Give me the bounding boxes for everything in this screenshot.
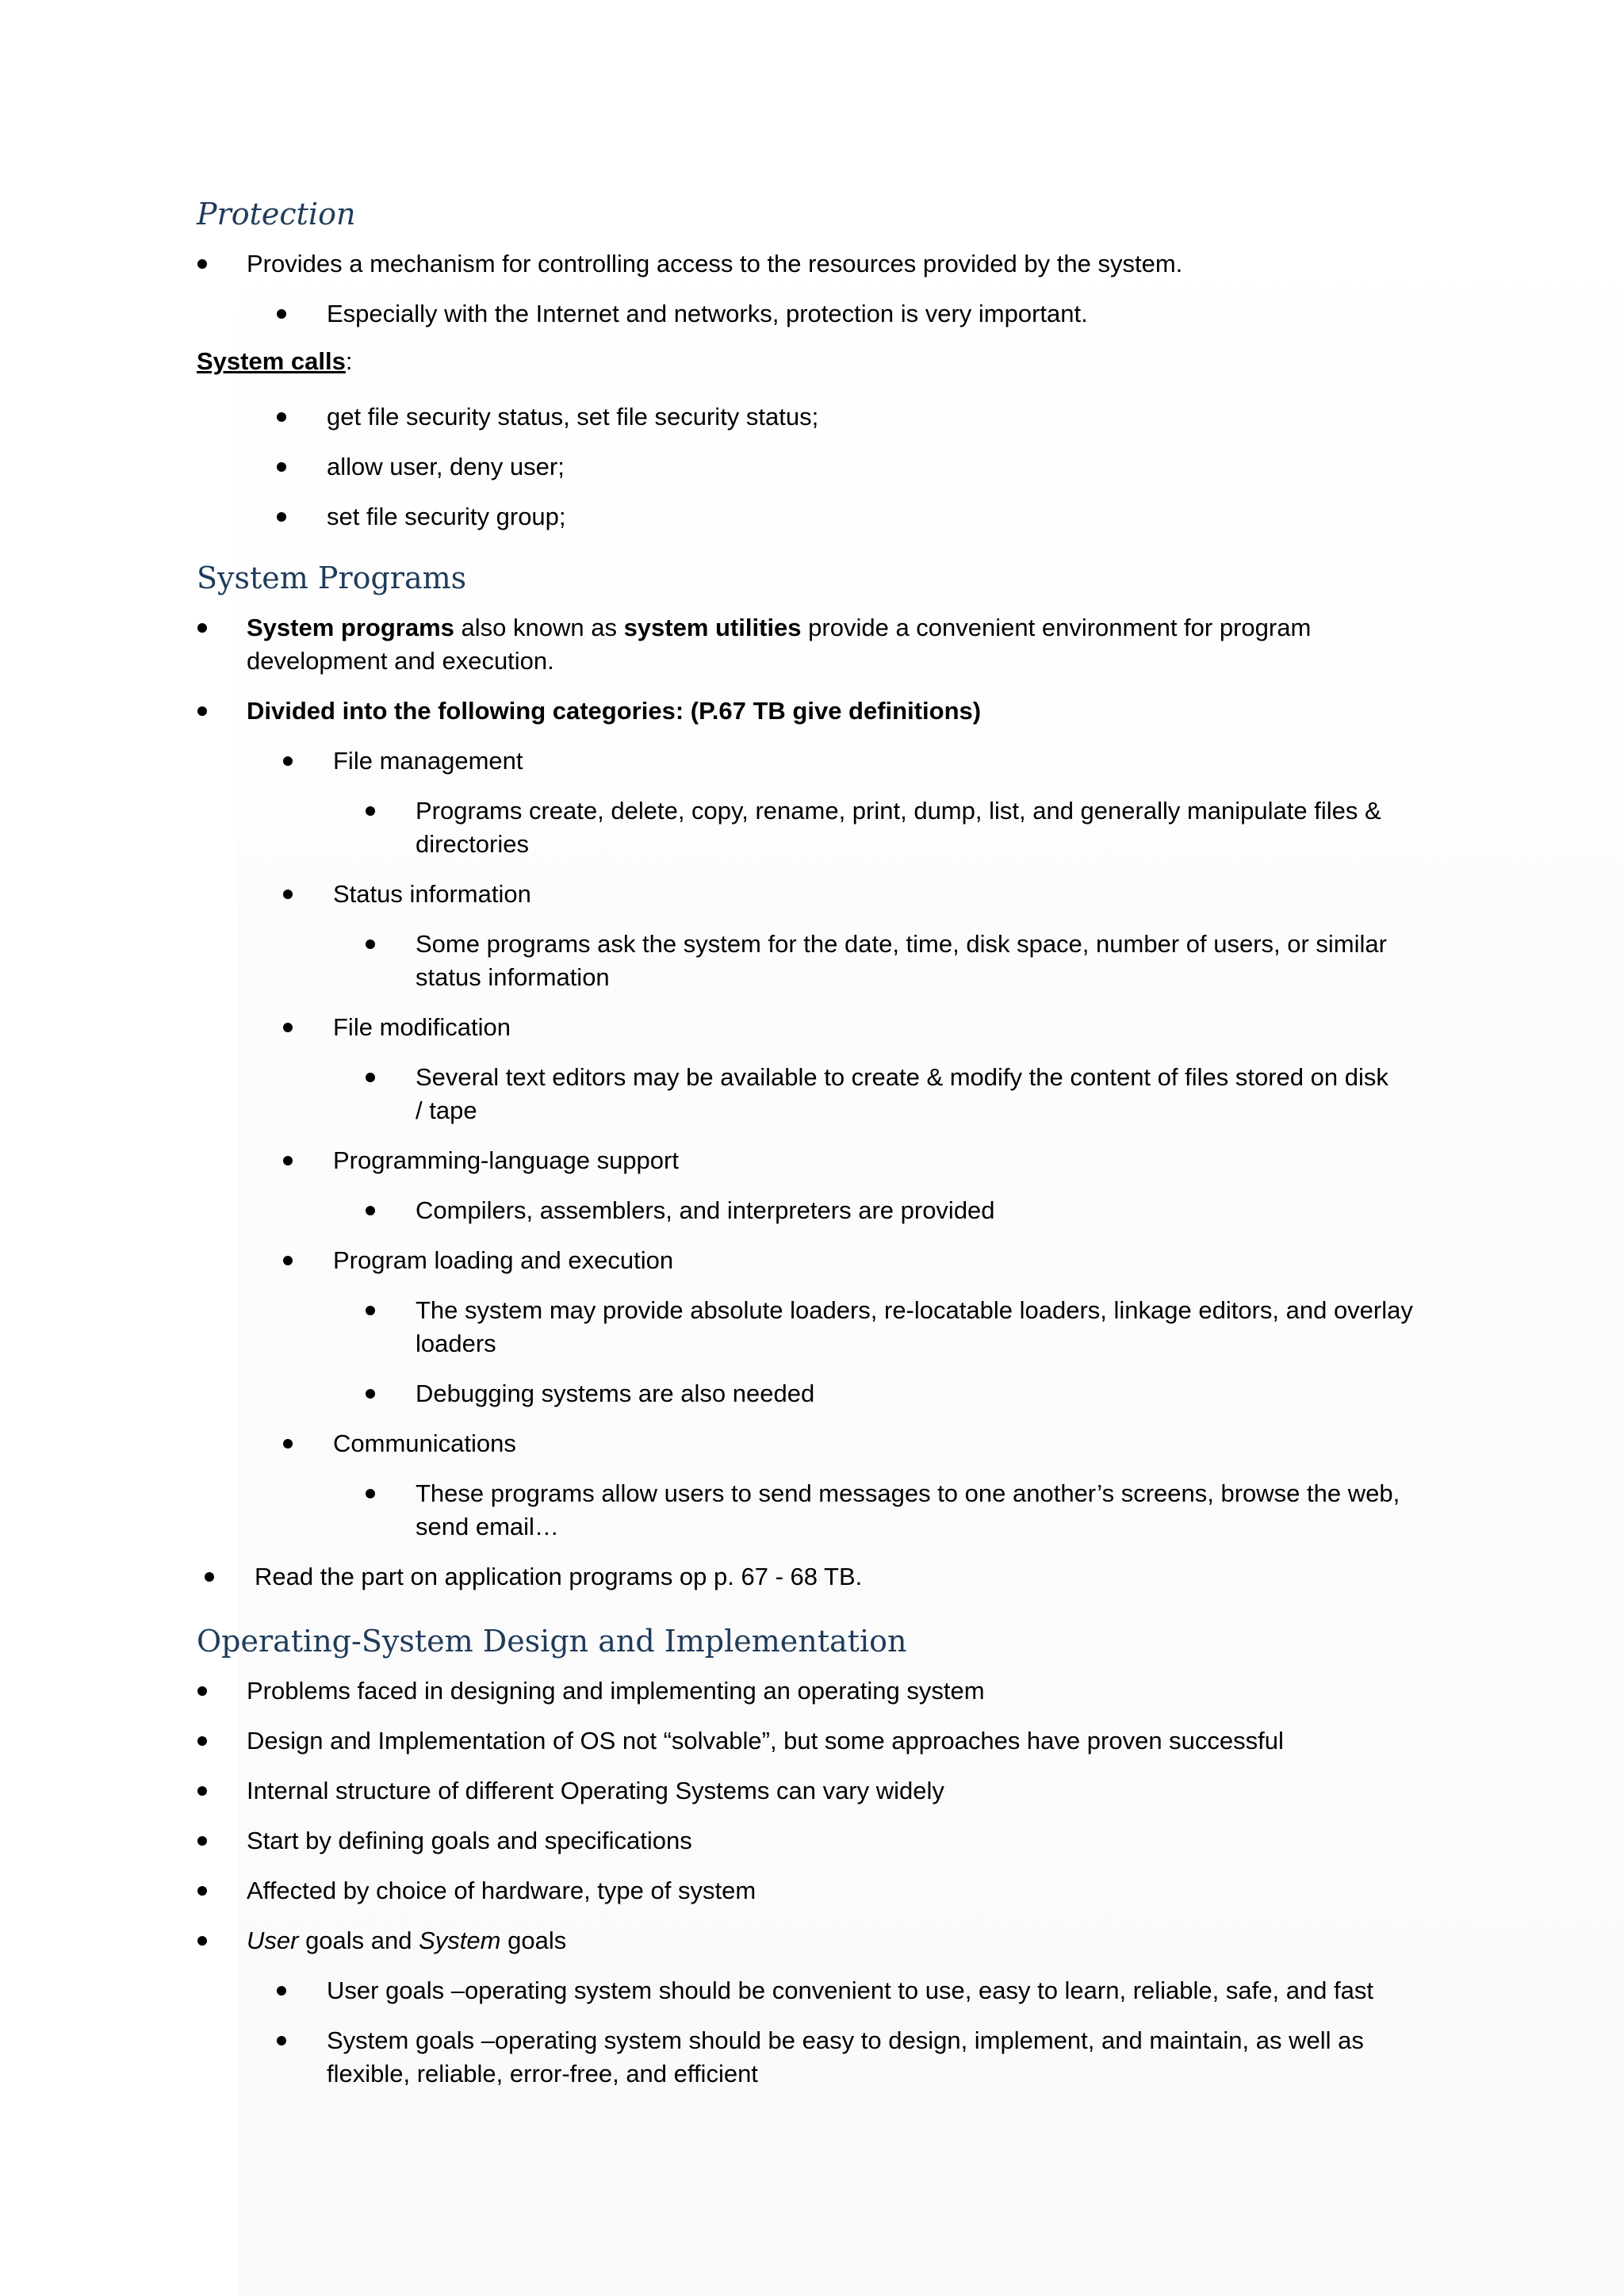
protection-heading: Protection	[197, 197, 356, 232]
category-detail: Debugging systems are also needed	[416, 1380, 815, 1407]
reading-note: Read the part on application programs op p. 67 - 68 TB.	[255, 1563, 863, 1590]
category-detail-cont: / tape	[416, 1096, 477, 1124]
category-detail: Some programs ask the system for the date, time, disk space, number of users, or similar	[416, 930, 1387, 958]
system-goals-cont: flexible, reliable, error-free, and efficient	[327, 2060, 758, 2087]
category-file-modification: File modification	[333, 1013, 511, 1041]
bullet-icon	[277, 1986, 286, 1996]
bullet-icon	[197, 623, 207, 633]
system-call-item: allow user, deny user;	[327, 453, 565, 480]
bullet-icon	[197, 259, 207, 269]
bullet-icon	[197, 1836, 207, 1846]
category-programming-language: Programming-language support	[333, 1146, 679, 1174]
system-programs-definition: System programs also known as system utilities provide a convenient environment for program	[247, 614, 1312, 641]
bullet-icon	[366, 1489, 375, 1498]
bullet-icon	[197, 1936, 207, 1946]
bullet-icon	[197, 1886, 207, 1896]
bullet-icon	[277, 309, 286, 319]
bullet-icon	[283, 890, 293, 899]
category-communications: Communications	[333, 1429, 516, 1457]
bullet-icon	[366, 939, 375, 949]
bullet-icon	[366, 1306, 375, 1315]
bullet-icon	[366, 1073, 375, 1082]
bullet-icon	[197, 1736, 207, 1746]
category-detail-cont: directories	[416, 830, 529, 858]
bullet-icon	[197, 1686, 207, 1696]
system-goals: System goals –operating system should be easy to design, implement, and maintain, as well as	[327, 2026, 1364, 2054]
bullet-icon	[366, 1206, 375, 1215]
os-design-point: Problems faced in designing and implementing an operating system	[247, 1677, 985, 1705]
bullet-icon	[283, 1439, 293, 1448]
bullet-icon	[283, 1156, 293, 1165]
category-detail-cont: loaders	[416, 1330, 496, 1357]
bullet-icon	[283, 1256, 293, 1265]
bullet-icon	[197, 1786, 207, 1796]
category-detail: The system may provide absolute loaders, re-locatable loaders, linkage editors, and overlay	[416, 1296, 1413, 1324]
bullet-icon	[205, 1572, 214, 1582]
category-detail: These programs allow users to send messages to one another’s screens, browse the web,	[416, 1479, 1400, 1507]
bullet-icon	[283, 1023, 293, 1032]
category-status-information: Status information	[333, 880, 531, 908]
os-design-heading: Operating-System Design and Implementation	[197, 1624, 907, 1659]
system-calls-label: System calls:	[197, 347, 353, 375]
os-design-point: Affected by choice of hardware, type of system	[247, 1877, 756, 1904]
protection-point: Provides a mechanism for controlling access to the resources provided by the system.	[247, 250, 1183, 277]
protection-subpoint: Especially with the Internet and networks, protection is very important.	[327, 300, 1088, 327]
category-detail-cont: status information	[416, 963, 610, 991]
category-detail: Programs create, delete, copy, rename, print, dump, list, and generally manipulate files &	[416, 797, 1381, 825]
bullet-icon	[277, 2036, 286, 2045]
goals-point: User goals and System goals	[247, 1927, 567, 1954]
bullet-icon	[366, 806, 375, 816]
category-detail: Compilers, assemblers, and interpreters are provided	[416, 1196, 995, 1224]
bullet-icon	[197, 706, 207, 716]
system-call-item: get file security status, set file security status;	[327, 403, 819, 430]
bullet-icon	[283, 756, 293, 766]
bullet-icon	[277, 462, 286, 472]
user-goals: User goals –operating system should be convenient to use, easy to learn, reliable, safe, and fast	[327, 1976, 1373, 2004]
bullet-icon	[277, 512, 286, 522]
system-programs-heading: System Programs	[197, 561, 467, 595]
system-call-item: set file security group;	[327, 503, 566, 530]
category-file-management: File management	[333, 747, 523, 775]
bullet-icon	[277, 412, 286, 422]
os-design-point: Start by defining goals and specifications	[247, 1827, 692, 1854]
system-programs-definition-cont: development and execution.	[247, 647, 554, 675]
category-detail: Several text editors may be available to create & modify the content of files stored on disk	[416, 1063, 1388, 1091]
categories-intro: Divided into the following categories: (P.67 TB give definitions)	[247, 697, 982, 725]
category-program-loading: Program loading and execution	[333, 1246, 674, 1274]
os-design-point: Internal structure of different Operating Systems can vary widely	[247, 1777, 944, 1804]
category-detail-cont: send email…	[416, 1513, 559, 1540]
bullet-icon	[366, 1389, 375, 1399]
os-design-point: Design and Implementation of OS not “solvable”, but some approaches have proven successful	[247, 1727, 1284, 1755]
